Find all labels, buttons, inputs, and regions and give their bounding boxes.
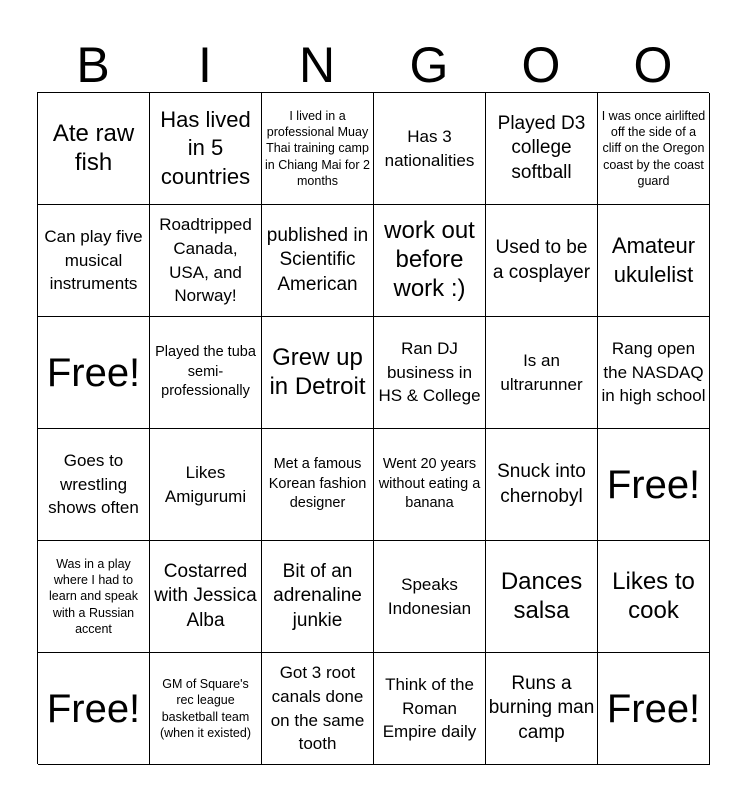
header-letter: I — [198, 37, 212, 93]
cell-text: Ran DJ business in HS & College — [378, 338, 481, 406]
bingo-cell[interactable] — [374, 541, 486, 653]
bingo-cell[interactable] — [38, 429, 150, 541]
bingo-cell[interactable] — [598, 205, 710, 317]
cell-text: Costarred with Jessica Alba — [154, 561, 257, 631]
cell-text: Got 3 root canals done on the same tooth — [270, 662, 365, 754]
bingo-cell[interactable] — [486, 317, 598, 429]
cell-text: Grew up in Detroit — [269, 343, 366, 400]
cell-text: Dances salsa — [500, 567, 583, 624]
bingo-cell[interactable] — [374, 205, 486, 317]
cell-text: Was in a play where I had to learn and speak with a Russian accent — [49, 556, 138, 636]
bingo-cell-free[interactable] — [38, 317, 150, 429]
bingo-cell[interactable] — [486, 653, 598, 765]
bingo-cell[interactable] — [598, 541, 710, 653]
cell-text: Used to be a cosplayer — [492, 237, 591, 283]
bingo-cell[interactable] — [262, 317, 374, 429]
bingo-cell[interactable] — [374, 317, 486, 429]
cell-text: Can play five musical instruments — [44, 226, 143, 294]
bingo-cell[interactable] — [150, 93, 262, 205]
bingo-cell[interactable] — [150, 205, 262, 317]
bingo-cell[interactable] — [262, 541, 374, 653]
cell-text: Free! — [606, 462, 701, 507]
cell-text: Snuck into chernobyl — [497, 461, 586, 507]
bingo-cell[interactable] — [262, 653, 374, 765]
bingo-cell[interactable] — [374, 653, 486, 765]
cell-text: Went 20 years without eating a banana — [378, 456, 481, 512]
cell-text: Goes to wrestling shows often — [48, 450, 139, 518]
cell-text: Runs a burning man camp — [488, 673, 595, 743]
cell-text: Rang open the NASDAQ in high school — [601, 338, 706, 406]
cell-text: Bit of an adrenaline junkie — [273, 561, 362, 631]
bingo-cell[interactable] — [262, 93, 374, 205]
bingo-cell[interactable] — [38, 93, 150, 205]
bingo-cell[interactable] — [38, 205, 150, 317]
cell-text: published in Scientific American — [266, 225, 369, 295]
cell-text: I lived in a professional Muay Thai training camp in Chiang Mai for 2 months — [265, 108, 370, 188]
bingo-cell[interactable] — [486, 205, 598, 317]
cell-text: Is an ultrarunner — [500, 350, 583, 394]
bingo-cell[interactable] — [262, 205, 374, 317]
header-letter: B — [76, 37, 110, 93]
cell-text: Has lived in 5 countries — [160, 106, 251, 189]
bingo-cell[interactable] — [150, 541, 262, 653]
bingo-board — [37, 92, 709, 764]
cell-text: Played D3 college softball — [497, 113, 586, 183]
bingo-cell[interactable] — [38, 541, 150, 653]
bingo-cell[interactable] — [598, 317, 710, 429]
header-letter: O — [633, 37, 673, 93]
cell-text: Played the tuba semi-professionally — [155, 344, 256, 400]
cell-text: Free! — [46, 350, 141, 395]
bingo-cell[interactable] — [374, 93, 486, 205]
bingo-cell-free[interactable] — [598, 429, 710, 541]
cell-text: GM of Square's rec league basketball team (when it existed) — [159, 677, 251, 740]
cell-text: Has 3 nationalities — [384, 126, 475, 170]
header-letter: G — [409, 37, 449, 93]
cell-text: Met a famous Korean fashion designer — [268, 456, 367, 512]
header-letter: O — [521, 37, 561, 93]
cell-text: Free! — [606, 686, 701, 731]
cell-text: work out before work :) — [384, 217, 475, 302]
bingo-cell[interactable] — [486, 429, 598, 541]
bingo-cell[interactable] — [374, 429, 486, 541]
cell-text: Likes to cook — [612, 567, 695, 624]
bingo-cell[interactable] — [262, 429, 374, 541]
cell-text: Likes Amigurumi — [164, 462, 247, 506]
bingo-header — [37, 36, 709, 94]
bingo-cell[interactable] — [486, 93, 598, 205]
cell-text: Think of the Roman Empire daily — [382, 674, 477, 742]
bingo-cell[interactable] — [150, 429, 262, 541]
bingo-cell-free[interactable] — [598, 653, 710, 765]
cell-text: I was once airlifted off the side of a cliff on the Oregon coast by the coast guard — [601, 108, 706, 188]
bingo-cell[interactable] — [150, 653, 262, 765]
cell-text: Ate raw fish — [52, 119, 135, 176]
bingo-cell[interactable] — [150, 317, 262, 429]
bingo-cell[interactable] — [598, 93, 710, 205]
header-letter: N — [298, 37, 336, 93]
bingo-cell-free[interactable] — [38, 653, 150, 765]
cell-text: Speaks Indonesian — [387, 574, 472, 618]
cell-text: Amateur ukulelist — [611, 232, 696, 287]
cell-text: Roadtripped Canada, USA, and Norway! — [159, 214, 252, 306]
bingo-cell[interactable] — [486, 541, 598, 653]
cell-text: Free! — [46, 686, 141, 731]
